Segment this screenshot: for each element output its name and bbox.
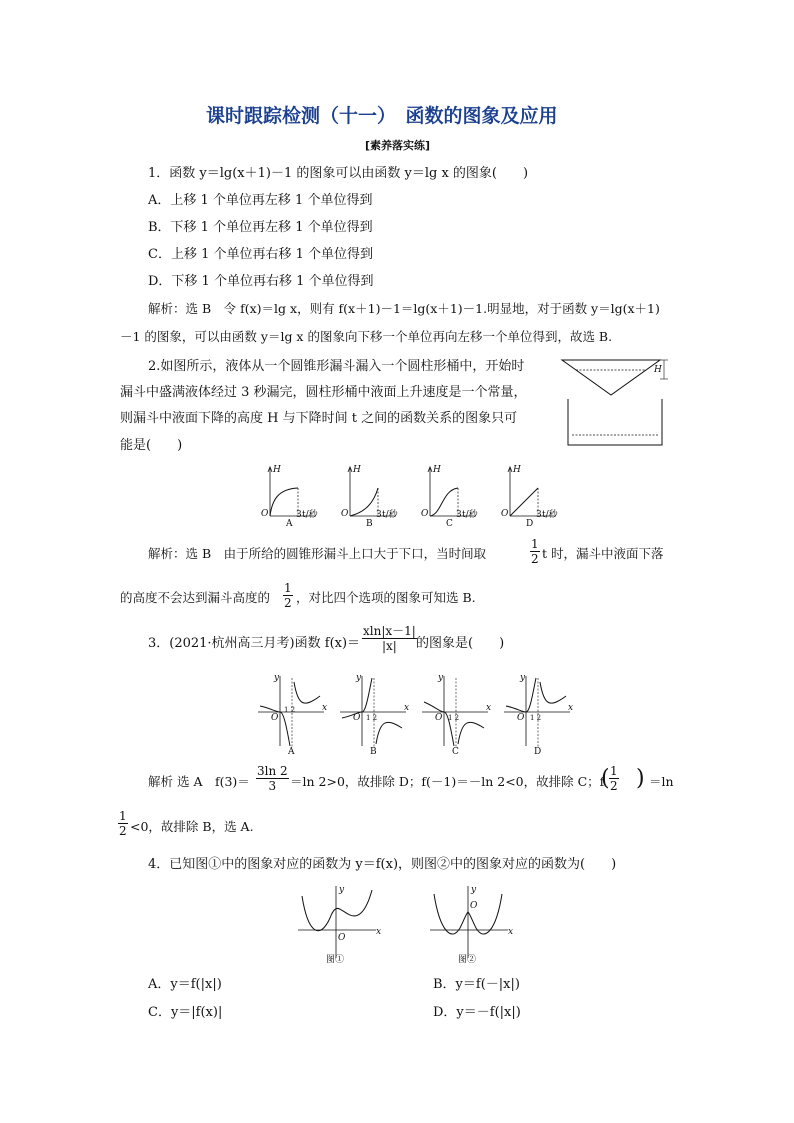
q4-option-c: C．y＝|f(x)| bbox=[148, 1005, 223, 1020]
q2-stem-line2: 漏斗中盛满液体经过 3 秒漏完，圆柱形桶中液面上升速度是一个常量， bbox=[120, 385, 527, 400]
q2-solution-part1: 解析：选 B 由于所给的圆锥形漏斗上口大于下口，当时间取 bbox=[148, 546, 487, 561]
q2-axis-t: t/秒 bbox=[302, 510, 318, 520]
q4-label-2: 图② bbox=[458, 955, 477, 965]
q4-axis-y: y bbox=[471, 885, 477, 895]
q3-solution-frac2 bbox=[609, 765, 619, 792]
q2-curve-a bbox=[270, 488, 298, 516]
q4-option-a: A．y＝f(|x|) bbox=[148, 977, 222, 992]
q4-label-1: 图① bbox=[326, 955, 345, 965]
q2-graph-d bbox=[498, 462, 568, 528]
q2-solution-frac bbox=[530, 538, 540, 565]
q3-graph-c bbox=[418, 670, 494, 757]
q3-origin: O bbox=[517, 713, 525, 723]
q2-solution-part3: 的高度不会达到漏斗高度的 bbox=[120, 590, 271, 605]
q4-axis-x: x bbox=[376, 927, 382, 937]
section-subtitle: [素养落实练] bbox=[365, 139, 431, 152]
q2-axis-h: H bbox=[273, 465, 281, 475]
q3-axis-x: x bbox=[404, 703, 410, 713]
frac-num: 3ln 2 bbox=[257, 764, 288, 778]
frac-den: |x| bbox=[381, 639, 397, 653]
q4-stem: 4．已知图①中的图象对应的函数为 y＝f(x)，则图②中的图象对应的函数为( ) bbox=[148, 857, 617, 872]
frac-num: 1 bbox=[531, 537, 539, 551]
q3-stem-prefix: 3．(2021·杭州高三月考)函数 f(x)＝ bbox=[148, 636, 361, 651]
q3-axis-x: x bbox=[486, 703, 492, 713]
q4-axis-y: y bbox=[339, 885, 345, 895]
q2-origin: O bbox=[261, 509, 269, 519]
q3-solution-part1: 解析 选 A f(3)＝ bbox=[148, 774, 250, 789]
q3-graph-d bbox=[500, 670, 576, 757]
q3-graph-a bbox=[254, 670, 330, 757]
q2-origin: O bbox=[421, 509, 429, 519]
q4-graph-1 bbox=[296, 884, 386, 966]
q2-tick: 3 bbox=[376, 510, 382, 520]
q3-graph-b bbox=[336, 670, 412, 757]
q3-axis-y: y bbox=[520, 673, 526, 683]
q3-label-d: D bbox=[534, 747, 542, 757]
q3-solution-part3: ＝ln bbox=[649, 774, 674, 789]
q2-curve-b bbox=[350, 488, 378, 516]
q3-paren-close: ) bbox=[636, 766, 645, 791]
q1-solution-line2: －1 的图象，可以由函数 y＝lg x 的图象向下移一个单位再向左移一个单位得到，故选 B. bbox=[120, 329, 613, 344]
q3-stem-frac bbox=[362, 625, 417, 652]
q3-solution-frac3 bbox=[118, 810, 128, 837]
q2-origin: O bbox=[501, 509, 509, 519]
funnel-bucket-figure bbox=[560, 355, 670, 447]
q2-axis-h: H bbox=[513, 465, 521, 475]
q3-axis-y: y bbox=[438, 673, 444, 683]
frac-num: 1 bbox=[119, 809, 127, 823]
q2-tick: 3 bbox=[296, 510, 302, 520]
q3-stem-suffix: 的图象是( ) bbox=[416, 636, 505, 651]
q3-ticks: 1 2 bbox=[284, 706, 296, 714]
q2-stem-line1: 2.如图所示，液体从一个圆锥形漏斗漏入一个圆柱形桶中，开始时 bbox=[148, 359, 525, 374]
q2-solution-frac2 bbox=[283, 582, 293, 609]
q3-label-c: C bbox=[452, 747, 459, 757]
q2-curve-d bbox=[510, 488, 538, 516]
q3-paren-open: ( bbox=[601, 766, 610, 791]
q3-origin: O bbox=[353, 713, 361, 723]
q2-label-d: D bbox=[526, 519, 534, 529]
q3-origin: O bbox=[271, 713, 279, 723]
q1-stem: 1．函数 y＝lg(x＋1)－1 的图象可以由函数 y＝lg x 的图象( ) bbox=[148, 166, 529, 181]
q3-axis-x: x bbox=[322, 703, 328, 713]
q2-solution-part2: t 时，漏斗中液面下落 bbox=[542, 546, 664, 561]
q2-axis-t: t/秒 bbox=[542, 510, 558, 520]
q2-curve-c bbox=[430, 488, 458, 516]
q3-solution-part2: ＝ln 2>0，故排除 D；f(－1)＝－ln 2<0，故排除 C；f bbox=[290, 774, 605, 789]
q4-origin: O bbox=[338, 933, 346, 943]
q2-solution-part4: ，对比四个选项的图象可知选 B. bbox=[296, 590, 476, 605]
q1-option-d: D．下移 1 个单位再右移 1 个单位得到 bbox=[148, 274, 374, 289]
q2-label-b: B bbox=[366, 519, 373, 529]
frac-den: 2 bbox=[119, 824, 127, 838]
q2-stem-line4: 能是( ) bbox=[120, 438, 183, 453]
frac-den: 2 bbox=[284, 596, 292, 610]
q4-origin: O bbox=[470, 901, 478, 911]
q1-option-a: A．上移 1 个单位再左移 1 个单位得到 bbox=[148, 193, 373, 208]
q4-option-b: B．y＝f(－|x|) bbox=[433, 977, 520, 992]
q4-option-d: D．y＝－f(|x|) bbox=[433, 1005, 521, 1020]
q2-axis-h: H bbox=[353, 465, 361, 475]
page-title: 课时跟踪检测（十一） 函数的图象及应用 bbox=[206, 105, 558, 127]
q2-graph-b bbox=[338, 462, 408, 528]
q2-graph-a bbox=[258, 462, 328, 528]
q2-graph-c bbox=[418, 462, 488, 528]
frac-den: 3 bbox=[268, 779, 277, 793]
q3-origin: O bbox=[435, 713, 443, 723]
q1-solution-line1: 解析：选 B 令 f(x)＝lg x，则有 f(x＋1)－1＝lg(x＋1)－1.明显地，对于函数 y＝lg(x＋1) bbox=[148, 301, 660, 316]
q3-ticks: 1 2 bbox=[448, 714, 460, 722]
q4-axis-x: x bbox=[508, 927, 514, 937]
q3-axis-x: x bbox=[568, 703, 574, 713]
q3-solution-part4: <0，故排除 B，选 A. bbox=[130, 819, 254, 834]
q1-option-c: C．上移 1 个单位再右移 1 个单位得到 bbox=[148, 247, 374, 262]
q3-ticks: 1 2 bbox=[530, 714, 542, 722]
q3-label-a: A bbox=[288, 747, 295, 757]
frac-den: 2 bbox=[610, 779, 618, 793]
q2-tick: 3 bbox=[456, 510, 462, 520]
q3-solution-frac bbox=[256, 765, 289, 792]
q3-label-b: B bbox=[370, 747, 377, 757]
q2-tick: 3 bbox=[536, 510, 542, 520]
funnel-height-label: H bbox=[654, 365, 662, 375]
frac-num: 1 bbox=[610, 764, 618, 778]
q3-axis-y: y bbox=[356, 673, 362, 683]
q2-axis-t: t/秒 bbox=[462, 510, 478, 520]
q2-label-c: C bbox=[446, 519, 453, 529]
q2-label-a: A bbox=[286, 519, 293, 529]
q4-graph-2 bbox=[428, 884, 518, 966]
q3-ticks: 1 2 bbox=[366, 714, 378, 722]
q2-axis-t: t/秒 bbox=[382, 510, 398, 520]
q2-origin: O bbox=[341, 509, 349, 519]
q2-axis-h: H bbox=[433, 465, 441, 475]
q1-option-b: B．下移 1 个单位再左移 1 个单位得到 bbox=[148, 220, 373, 235]
q2-stem-line3: 则漏斗中液面下降的高度 H 与下降时间 t 之间的函数关系的图象只可 bbox=[120, 411, 518, 426]
q3-axis-y: y bbox=[274, 673, 280, 683]
frac-num: xln|x－1| bbox=[363, 624, 416, 638]
frac-num: 1 bbox=[284, 581, 292, 595]
frac-den: 2 bbox=[531, 552, 539, 566]
